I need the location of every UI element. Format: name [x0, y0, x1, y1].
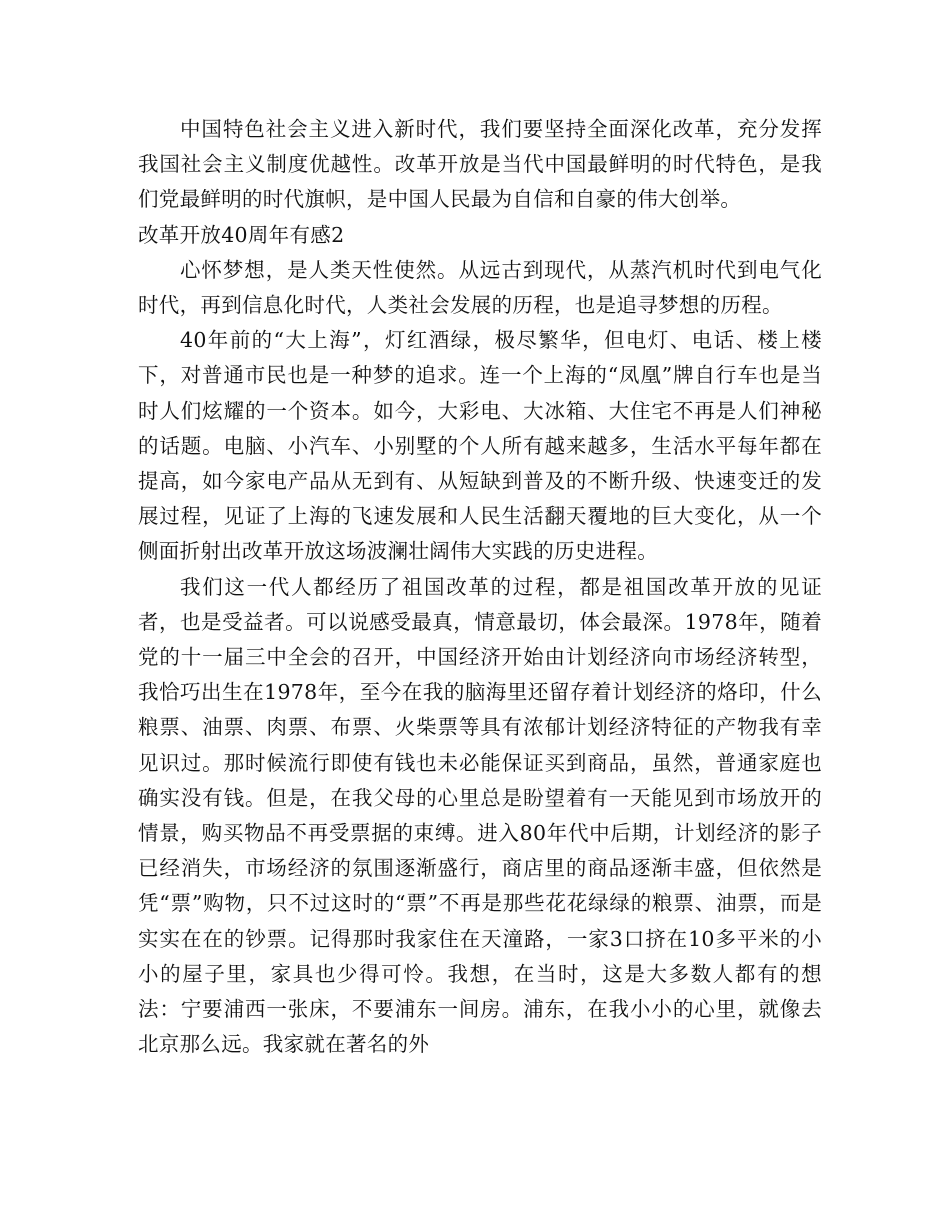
paragraph-intro: 中国特色社会主义进入新时代，我们要坚持全面深化改革，充分发挥我国社会主义制度优越性。改革开放是当代中国最鲜明的时代特色，是我们党最鲜明的时代旗帜，是中国人民最为自信和自豪的伟大创举。 — [138, 117, 822, 212]
paragraph-shanghai: 40年前的“大上海”，灯红酒绿，极尽繁华，但电灯、电话、楼上楼下，对普通市民也是一种梦的追求。连一个上海的“凤凰”牌自行车也是当时人们炫耀的一个资本。如今，大彩电、大冰箱、大住宅不再是人们神秘的话题。电脑、小汽车、小别墅的个人所有越来越多，生活水平每年都在提高，如今家电产品从无到有、从短缺到普及的不断升级、快速变迁的发展过程，见证了上海的飞速发展和人民生活翻天覆地的巨大变化，从一个侧面折射出改革开放这场波澜壮阔伟大实践的历史进程。 — [138, 328, 822, 564]
document-body — [138, 112, 822, 1062]
paragraph-dream: 心怀梦想，是人类天性使然。从远古到现代，从蒸汽机时代到电气化时代，再到信息化时代，人类社会发展的历程，也是追寻梦想的历程。 — [138, 257, 822, 318]
paragraph-generation: 我们这一代人都经历了祖国改革的过程，都是祖国改革开放的见证者，也是受益者。可以说感受最真，情意最切，体会最深。1978年，随着党的十一届三中全会的召开，中国经济开始由计划经济向市场经济转型，我恰巧出生在1978年，至今在我的脑海里还留存着计划经济的烙印，什么粮票、油票、肉票、布票、火柴票等具有浓郁计划经济特征的产物我有幸见识过。那时候流行即使有钱也未必能保证买到商品，虽然，普通家庭也确实没有钱。但是，在我父母的心里总是盼望着有一天能见到市场放开的情景，购买物品不再受票据的束缚。进入80年代中后期，计划经济的影子已经消失，市场经济的氛围逐渐盛行，商店里的商品逐渐丰盛，但依然是凭“票”购物，只不过这时的“票”不再是那些花花绿绿的粮票、油票，而是实实在在的钞票。记得那时我家住在天潼路，一家3口挤在10多平米的小小的屋子里，家具也少得可怜。我想，在当时，这是大多数人都有的想法：宁要浦西一张床，不要浦东一间房。浦东，在我小小的心里，就像去北京那么远。我家就在著名的外 — [138, 574, 822, 1057]
section-heading: 改革开放40周年有感2 — [138, 222, 345, 247]
